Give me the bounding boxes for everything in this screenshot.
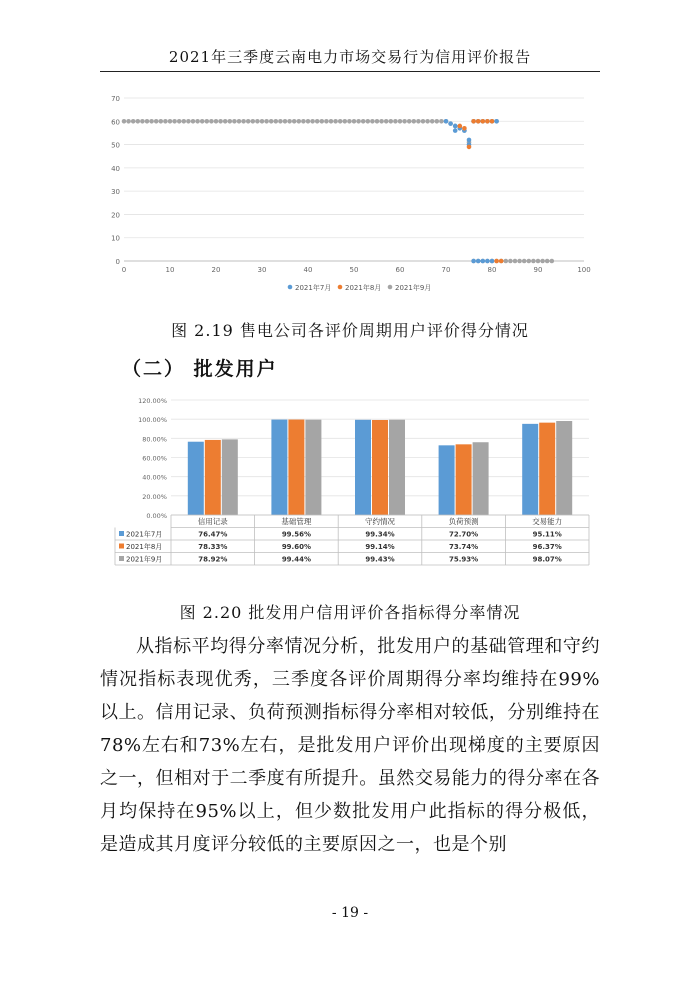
data-point <box>458 124 463 129</box>
data-point <box>366 119 371 124</box>
data-point <box>237 119 242 124</box>
data-point <box>513 259 518 264</box>
data-label: 73.74% <box>449 543 479 551</box>
data-point <box>122 119 127 124</box>
bar <box>205 440 221 515</box>
data-point <box>550 259 555 264</box>
data-point <box>278 119 283 124</box>
data-point <box>490 119 495 124</box>
page-number: - 19 - <box>331 905 369 921</box>
bar <box>439 445 455 515</box>
data-label: 76.47% <box>198 530 228 539</box>
data-point <box>499 259 504 264</box>
data-point <box>444 119 449 124</box>
legend-marker <box>388 285 393 290</box>
data-point <box>131 119 136 124</box>
bar <box>456 444 472 515</box>
data-point <box>407 119 412 124</box>
data-point <box>481 119 486 124</box>
data-point <box>361 119 366 124</box>
page-header: 2021年三季度云南电力市场交易行为信用评价报告 <box>168 48 532 66</box>
data-point <box>200 119 205 124</box>
data-point <box>324 119 329 124</box>
y-tick-label: 0 <box>115 258 120 266</box>
figure-caption-2-19: 图 2.19 售电公司各评价周期用户评价得分情况 <box>171 321 529 340</box>
bar <box>539 423 555 515</box>
y-tick-label: 50 <box>111 141 120 150</box>
x-tick-label: 40 <box>303 266 313 274</box>
data-point <box>218 119 223 124</box>
legend-label: 2021年9月 <box>395 284 432 292</box>
data-point <box>292 119 297 124</box>
data-point <box>439 119 444 124</box>
y-tick-label: 20.00% <box>142 492 167 501</box>
data-point <box>145 119 150 124</box>
data-point <box>504 259 509 264</box>
bar <box>222 439 238 515</box>
data-point <box>333 119 338 124</box>
data-point <box>462 126 467 131</box>
x-tick-label: 60 <box>395 266 405 274</box>
y-tick-label: 20 <box>111 211 120 220</box>
figure-caption-2-20: 图 2.20 批发用户信用评价各指标得分率情况 <box>179 603 521 622</box>
data-point <box>172 119 177 124</box>
data-point <box>352 119 357 124</box>
data-point <box>283 119 288 124</box>
data-point <box>448 121 453 126</box>
data-point <box>471 119 476 124</box>
category-label: 守约情况 <box>365 517 395 526</box>
y-tick-label: 100.00% <box>138 416 167 425</box>
data-point <box>329 119 334 124</box>
data-point <box>274 119 279 124</box>
data-label: 95.11% <box>532 530 562 539</box>
x-tick-label: 50 <box>349 266 359 274</box>
data-label: 99.44% <box>281 555 311 564</box>
data-point <box>453 124 458 129</box>
series-label: 2021年9月 <box>126 555 163 564</box>
y-tick-label: 10 <box>111 234 120 243</box>
data-label: 98.07% <box>532 555 562 564</box>
data-point <box>223 119 228 124</box>
data-label: 99.56% <box>281 530 311 539</box>
section-heading: （二） 批发用户 <box>122 358 278 380</box>
y-tick-label: 0.00% <box>146 512 167 520</box>
data-label: 99.60% <box>281 543 311 551</box>
data-point <box>264 119 269 124</box>
data-label: 78.92% <box>198 555 228 564</box>
category-label: 负荷预测 <box>448 517 479 526</box>
x-tick-label: 0 <box>121 266 127 274</box>
data-point <box>191 119 196 124</box>
x-tick-label: 10 <box>165 266 175 274</box>
data-point <box>269 119 274 124</box>
body-paragraph: 从指标平均得分率情况分析，批发用户的基础管理和守约情况指标表现优秀，三季度各评价周期得分率均维持在99%以上。信用记录、负荷预测指标得分率相对较低，分别维持在78%左右和73%左右，是批发用户评价出现梯度的主要原因之一，但相对于二季度有所提升。虽然交易能力的得分率在各月均保持在95%以上，但少数批发用户此指标的得分极低，是造成其月度评分较低的主要原因之一，也是个别 <box>100 636 600 855</box>
data-point <box>490 259 495 264</box>
data-point <box>494 119 499 124</box>
data-point <box>471 259 476 264</box>
data-point <box>398 119 403 124</box>
data-point <box>467 138 472 143</box>
data-point <box>154 119 159 124</box>
bar <box>473 442 489 515</box>
series-label: 2021年7月 <box>126 530 163 539</box>
data-point <box>531 259 536 264</box>
data-point <box>136 119 141 124</box>
data-point <box>149 119 154 124</box>
data-point <box>453 128 458 133</box>
data-point <box>306 119 311 124</box>
data-point <box>232 119 237 124</box>
x-tick-label: 80 <box>487 266 497 274</box>
data-point <box>476 119 481 124</box>
data-point <box>467 145 472 150</box>
data-point <box>425 119 430 124</box>
scatter-chart-user-scores <box>100 88 600 298</box>
data-point <box>195 119 200 124</box>
data-point <box>402 119 407 124</box>
data-point <box>241 119 246 124</box>
data-label: 75.93% <box>449 555 479 564</box>
data-point <box>494 259 499 264</box>
legend-marker <box>338 285 343 290</box>
bar-chart-indicator-rates <box>105 392 595 572</box>
data-point <box>260 119 265 124</box>
data-point <box>228 119 233 124</box>
data-point <box>159 119 164 124</box>
data-point <box>545 259 550 264</box>
data-point <box>481 259 486 264</box>
data-point <box>517 259 522 264</box>
bar <box>188 442 204 515</box>
data-point <box>527 259 532 264</box>
x-tick-label: 70 <box>441 266 451 274</box>
bar <box>271 420 287 515</box>
legend-label: 2021年7月 <box>295 284 332 292</box>
data-point <box>177 119 182 124</box>
data-point <box>186 119 191 124</box>
bar <box>556 421 572 515</box>
data-point <box>435 119 440 124</box>
data-point <box>214 119 219 124</box>
bar <box>372 420 388 515</box>
data-point <box>301 119 306 124</box>
data-point <box>540 259 545 264</box>
data-point <box>370 119 375 124</box>
data-point <box>205 119 210 124</box>
data-point <box>389 119 394 124</box>
data-point <box>320 119 325 124</box>
data-point <box>412 119 417 124</box>
x-tick-label: 100 <box>577 266 591 274</box>
data-point <box>379 119 384 124</box>
data-point <box>508 259 513 264</box>
bar <box>522 424 538 515</box>
data-point <box>251 119 256 124</box>
data-point <box>485 259 490 264</box>
y-tick-label: 120.00% <box>138 397 167 405</box>
data-label: 78.33% <box>198 543 228 551</box>
header-rule <box>100 71 600 72</box>
data-point <box>126 119 131 124</box>
data-point <box>310 119 315 124</box>
data-point <box>246 119 251 124</box>
x-tick-label: 30 <box>257 266 267 274</box>
bar <box>288 420 304 515</box>
data-point <box>287 119 292 124</box>
data-label: 99.34% <box>365 530 395 539</box>
data-point <box>297 119 302 124</box>
data-point <box>384 119 389 124</box>
data-point <box>209 119 214 124</box>
data-point <box>375 119 380 124</box>
data-point <box>393 119 398 124</box>
data-point <box>140 119 145 124</box>
data-point <box>536 259 541 264</box>
bar <box>389 420 405 515</box>
legend-key <box>119 556 124 561</box>
data-point <box>347 119 352 124</box>
y-tick-label: 40 <box>111 164 120 173</box>
bar <box>305 420 321 515</box>
data-point <box>522 259 527 264</box>
data-point <box>338 119 343 124</box>
category-label: 信用记录 <box>197 517 228 526</box>
category-label: 交易能力 <box>532 517 563 526</box>
data-point <box>476 259 481 264</box>
x-tick-label: 20 <box>211 266 221 274</box>
y-tick-label: 30 <box>111 188 120 197</box>
y-tick-label: 70 <box>111 95 120 103</box>
data-point <box>421 119 426 124</box>
legend-key <box>119 544 124 549</box>
y-tick-label: 40.00% <box>142 473 167 482</box>
x-tick-label: 90 <box>533 266 543 274</box>
data-point <box>416 119 421 124</box>
data-point <box>315 119 320 124</box>
data-point <box>182 119 187 124</box>
data-point <box>356 119 361 124</box>
data-point <box>430 119 435 124</box>
legend-key <box>119 531 124 536</box>
data-label: 96.37% <box>532 543 562 551</box>
data-label: 99.14% <box>365 543 395 551</box>
y-tick-label: 60 <box>111 118 120 127</box>
data-point <box>168 119 173 124</box>
data-point <box>255 119 260 124</box>
series-label: 2021年8月 <box>126 543 163 551</box>
bar <box>355 420 371 515</box>
data-label: 72.70% <box>449 530 479 539</box>
y-tick-label: 60.00% <box>142 454 167 463</box>
y-tick-label: 80.00% <box>142 435 167 444</box>
data-point <box>485 119 490 124</box>
category-label: 基础管理 <box>281 517 312 526</box>
data-point <box>163 119 168 124</box>
data-label: 99.43% <box>365 555 395 564</box>
data-point <box>343 119 348 124</box>
legend-marker <box>288 285 293 290</box>
legend-label: 2021年8月 <box>345 284 382 292</box>
